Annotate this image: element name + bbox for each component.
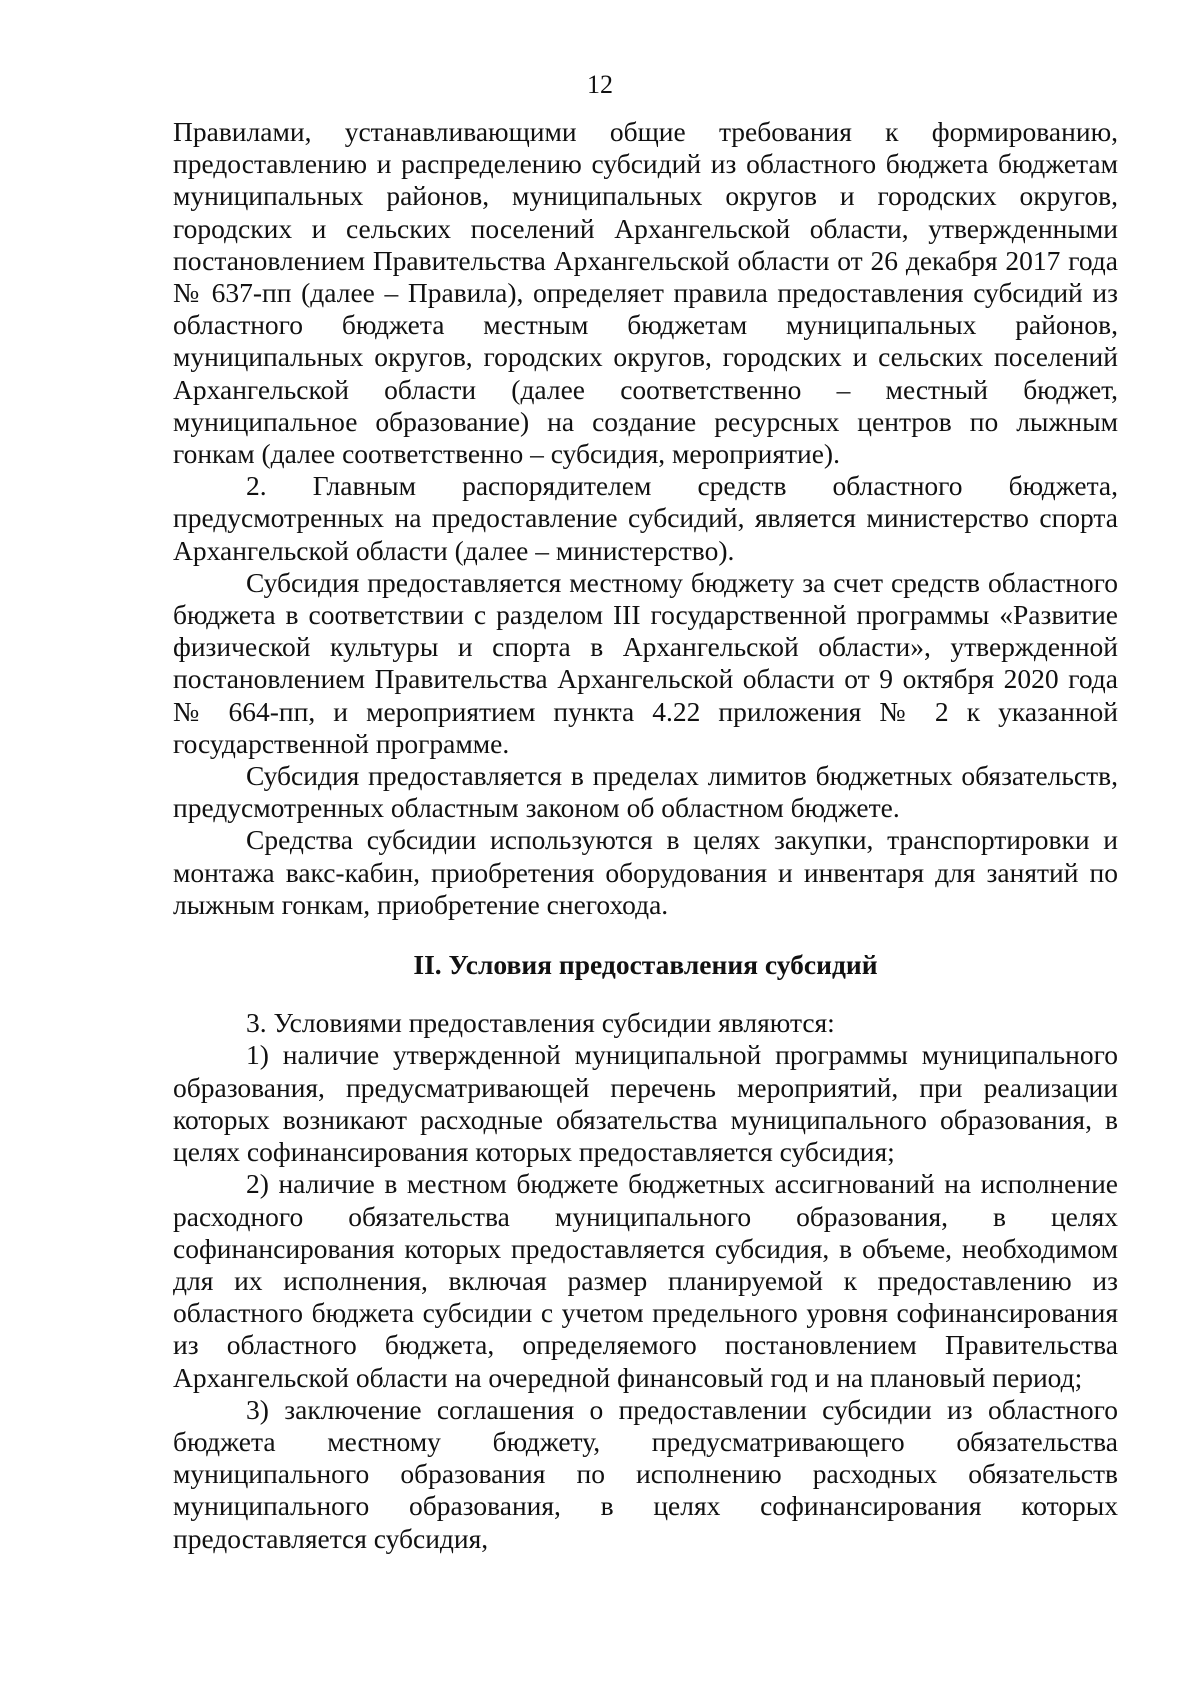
paragraph-subsidy-source: Субсидия предоставляется местному бюджету за счет средств областного бюджета в соответствии с разделом III государственной программы «Развитие физической культуры и спорта в Архангельской области», утвержденной постановлением Правительства Архангельской области от 9 октября 2020 года № 664-пп, и мероприятием пункта 4.22 приложения № 2 к указанной государственной программе.	[173, 566, 1118, 759]
paragraph-condition-1: 1) наличие утвержденной муниципальной программы муниципального образования, предусматривающей перечень мероприятий, при реализации которых возникают расходные обязательства муниципального образования, в целях софинансирования которых предоставляется субсидия;	[173, 1039, 1118, 1168]
paragraph-subsidy-usage: Средства субсидии используются в целях закупки, транспортировки и монтажа вакс-кабин, приобретения оборудования и инвентаря для занятий по лыжным гонкам, приобретение снегохода.	[173, 824, 1118, 920]
paragraph-subsidy-limits: Субсидия предоставляется в пределах лимитов бюджетных обязательств, предусмотренных областным законом об областном бюджете.	[173, 760, 1118, 824]
document-body	[173, 116, 1118, 1555]
paragraph-condition-2: 2) наличие в местном бюджете бюджетных ассигнований на исполнение расходного обязательства муниципального образования, в целях софинансирования которых предоставляется субсидия, в объеме, необходимом для их исполнения, включая размер планируемой к предоставлению из областного бюджета субсидии с учетом предельного уровня софинансирования из областного бюджета, определяемого постановлением Правительства Архангельской области на очередной финансовый год и на плановый период;	[173, 1168, 1118, 1393]
page-number: 12	[587, 70, 613, 99]
paragraph-condition-3: 3) заключение соглашения о предоставлении субсидии из областного бюджета местному бюджету, предусматривающего обязательства муниципального образования по исполнению расходных обязательств муниципального образования, в целях софинансирования которых предоставляется субсидия,	[173, 1393, 1118, 1554]
paragraph-item-2: 2. Главным распорядителем средств областного бюджета, предусмотренных на предоставление субсидий, является министерство спорта Архангельской области (далее – министерство).	[173, 470, 1118, 566]
paragraph-item-3: 3. Условиями предоставления субсидии являются:	[246, 1007, 835, 1039]
section-heading: II. Условия предоставления субсидий	[413, 949, 878, 981]
paragraph-continuation: Правилами, устанавливающими общие требования к формированию, предоставлению и распределению субсидий из областного бюджета бюджетам муниципальных районов, муниципальных округов и городских округов, городских и сельских поселений Архангельской области, утвержденными постановлением Правительства Архангельской области от 26 декабря 2017 года № 637-пп (далее – Правила), определяет правила предоставления субсидий из областного бюджета местным бюджетам муниципальных районов, муниципальных округов, городских округов, городских и сельских поселений Архангельской области (далее соответственно – местный бюджет, муниципальное образование) на создание ресурсных центров по лыжным гонкам (далее соответственно – субсидия, мероприятие).	[173, 116, 1118, 470]
